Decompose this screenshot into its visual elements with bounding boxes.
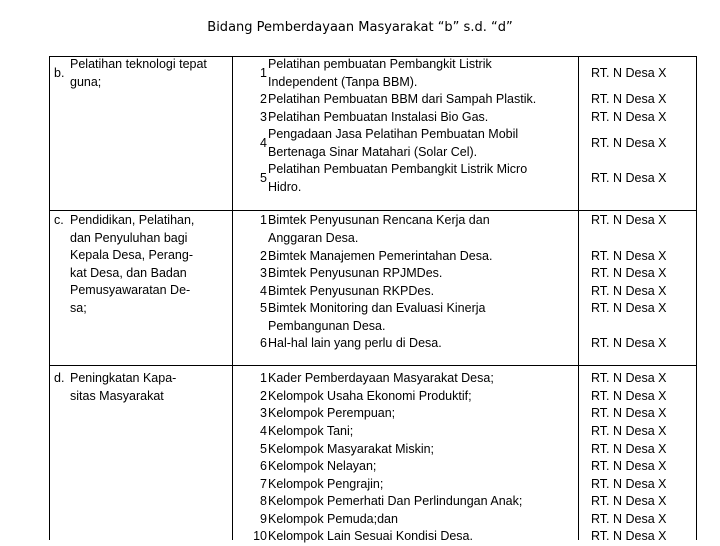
item-number: 5 [260, 442, 267, 456]
item-text-line: Pengadaan Jasa Pelatihan Pembuatan Mobil [268, 127, 519, 141]
item-number: 4 [260, 284, 267, 298]
location-cell: RT. N Desa X [591, 529, 667, 543]
item-text: Kelompok Perempuan; [268, 406, 396, 420]
item-text-line: Pelatihan Pembuatan Pembangkit Listrik Micro [268, 162, 528, 176]
activity-table [49, 56, 697, 543]
heading-line: Pelatihan teknologi tepat [70, 57, 207, 71]
item-text-line: Pembangunan Desa. [268, 318, 386, 333]
item-text: Kelompok Pengrajin; [268, 477, 384, 491]
item-text-line: Pelatihan pembuatan Pembangkit Listrik [268, 57, 492, 71]
row-divider-c-d [49, 365, 697, 366]
column-divider-heading [232, 56, 233, 540]
item-text-line: Pelatihan Pembuatan BBM dari Sampah Plastik. [268, 92, 537, 106]
item-text [268, 248, 492, 266]
location-cell: RT. N Desa X [591, 406, 667, 420]
location-cell: RT. N Desa X [591, 371, 667, 385]
item-number: 8 [260, 494, 267, 508]
item-text: Kelompok Masyarakat Miskin; [268, 442, 435, 456]
heading-line: Pemusyawaratan De- [70, 283, 191, 298]
item-text-line: Anggaran Desa. [268, 230, 359, 245]
location-cell: RT. N Desa X [591, 213, 667, 227]
item-text-line: Bimtek Penyusunan RPJMDes. [268, 266, 443, 280]
heading-line: Peningkatan Kapa- [70, 371, 177, 385]
item-text: Kelompok Usaha Ekonomi Produktif; [268, 389, 472, 403]
section-heading [70, 56, 207, 91]
heading-line: sa; [70, 300, 87, 315]
location-cell: RT. N Desa X [591, 92, 667, 106]
item-text-line: Bimtek Penyusunan RKPDes. [268, 284, 435, 298]
item-text: Kelompok Nelayan; [268, 459, 377, 473]
section-heading [70, 212, 194, 318]
location-cell: RT. N Desa X [591, 284, 667, 298]
row-divider-b-c [49, 210, 697, 211]
item-number: 5 [260, 171, 267, 185]
item-number: 3 [260, 266, 267, 280]
item-number: 1 [260, 371, 267, 385]
item-text [268, 283, 434, 301]
item-number: 3 [260, 406, 267, 420]
item-text: Kelompok Pemuda;dan [268, 512, 398, 526]
item-text-line: Bimtek Penyusunan Rencana Kerja dan [268, 213, 490, 227]
item-text [268, 126, 518, 161]
item-number: 3 [260, 110, 267, 124]
heading-line: dan Penyuluhan bagi [70, 230, 188, 245]
item-text-line: Bertenaga Sinar Matahari (Solar Cel). [268, 144, 478, 159]
location-cell: RT. N Desa X [591, 110, 667, 124]
location-cell: RT. N Desa X [591, 171, 667, 185]
heading-line: Kepala Desa, Perang- [70, 248, 193, 263]
item-text [268, 91, 536, 109]
heading-line: Pendidikan, Pelatihan, [70, 213, 195, 227]
location-cell: RT. N Desa X [591, 459, 667, 473]
item-text: Kelompok Lain Sesuai Kondisi Desa. [268, 529, 473, 543]
item-text: Kader Pemberdayaan Masyarakat Desa; [268, 371, 494, 385]
item-text-line: Independent (Tanpa BBM). [268, 74, 418, 89]
page-title: Bidang Pemberdayaan Masyarakat “b” s.d. “d” [207, 20, 513, 35]
item-text [268, 161, 527, 196]
item-text-line: Bimtek Monitoring dan Evaluasi Kinerja [268, 301, 486, 315]
location-cell: RT. N Desa X [591, 477, 667, 491]
location-cell: RT. N Desa X [591, 389, 667, 403]
location-cell: RT. N Desa X [591, 301, 667, 315]
column-divider-location [578, 56, 579, 540]
item-text: Kelompok Pemerhati Dan Perlindungan Anak; [268, 494, 523, 508]
section-letter: b. [54, 66, 65, 80]
section-letter: c. [54, 213, 64, 227]
location-cell: RT. N Desa X [591, 424, 667, 438]
location-cell: RT. N Desa X [591, 512, 667, 526]
item-text-line: Pelatihan Pembuatan Instalasi Bio Gas. [268, 110, 489, 124]
location-cell: RT. N Desa X [591, 266, 667, 280]
item-number: 1 [260, 66, 267, 80]
table-right-border [696, 56, 697, 540]
location-cell: RT. N Desa X [591, 136, 667, 150]
item-number: 2 [260, 92, 267, 106]
item-number: 4 [260, 424, 267, 438]
item-text-line: Bimtek Manajemen Pemerintahan Desa. [268, 249, 493, 263]
item-text-line: Hal-hal lain yang perlu di Desa. [268, 336, 442, 350]
heading-line: sitas Masyarakat [70, 388, 164, 403]
table-left-border [49, 56, 50, 540]
item-text [268, 212, 490, 247]
item-text: Kelompok Tani; [268, 424, 354, 438]
location-cell: RT. N Desa X [591, 66, 667, 80]
item-number: 6 [260, 459, 267, 473]
item-text [268, 300, 485, 335]
item-number: 4 [260, 136, 267, 150]
item-text [268, 109, 488, 127]
item-number: 5 [260, 301, 267, 315]
item-text [268, 265, 442, 283]
section-heading [70, 370, 176, 405]
heading-line: guna; [70, 74, 102, 89]
item-number: 2 [260, 249, 267, 263]
location-cell: RT. N Desa X [591, 442, 667, 456]
item-text [268, 56, 492, 91]
item-number: 9 [260, 512, 267, 526]
item-number: 2 [260, 389, 267, 403]
location-cell: RT. N Desa X [591, 494, 667, 508]
location-cell: RT. N Desa X [591, 336, 667, 350]
section-letter: d. [54, 371, 65, 385]
item-number: 6 [260, 336, 267, 350]
item-text [268, 335, 442, 353]
item-number: 7 [260, 477, 267, 491]
heading-line: kat Desa, dan Badan [70, 265, 187, 280]
location-cell: RT. N Desa X [591, 249, 667, 263]
item-number: 1 [260, 213, 267, 227]
item-text-line: Hidro. [268, 179, 302, 194]
item-number: 10 [253, 529, 267, 543]
